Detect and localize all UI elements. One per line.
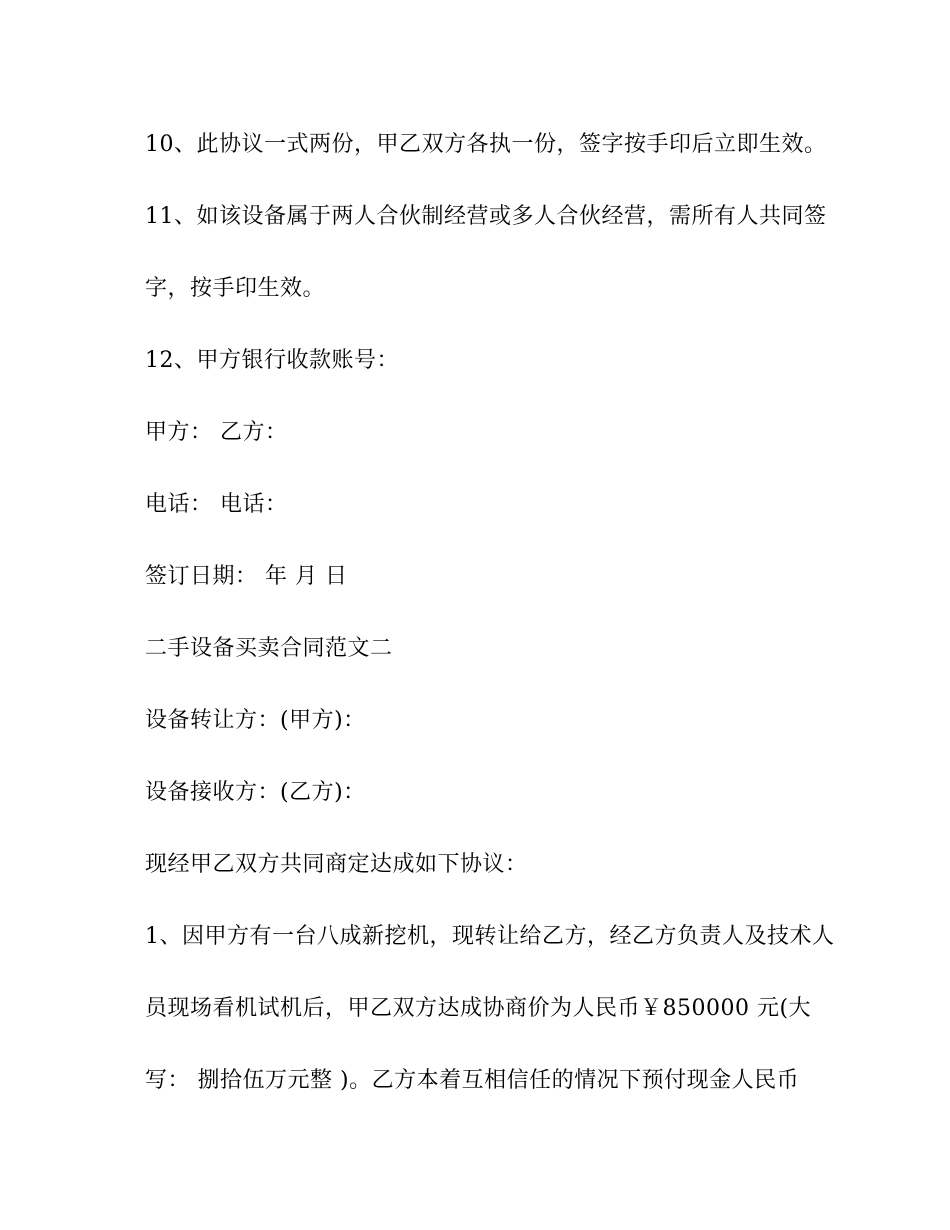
clause-12: 12、甲方银行收款账号：	[145, 348, 399, 373]
agreement-intro: 现经甲乙双方共同商定达成如下协议：	[145, 852, 528, 877]
section-title: 二手设备买卖合同范文二	[145, 636, 393, 661]
party-signature-line: 甲方： 乙方：	[145, 420, 288, 445]
clause-1-line-1: 1、因甲方有一台八成新挖机，现转让给乙方，经乙方负责人及技术人	[145, 924, 835, 949]
receiver-line: 设备接收方：(乙方)：	[145, 780, 366, 805]
clause-11-line-2: 字，按手印生效。	[145, 276, 326, 301]
phone-line: 电话： 电话：	[145, 492, 288, 517]
signing-date-line: 签订日期： 年 月 日	[145, 564, 348, 589]
clause-11-line-1: 11、如该设备属于两人合伙制经营或多人合伙经营，需所有人共同签	[145, 204, 827, 229]
transferor-line: 设备转让方：(甲方)：	[145, 708, 366, 733]
clause-1-line-3: 写： 捌拾伍万元整 )。乙方本着互相信任的情况下预付现金人民币	[145, 1068, 800, 1093]
clause-1-line-2: 员现场看机试机后，甲乙双方达成协商价为人民币￥850000 元(大	[145, 996, 812, 1021]
clause-10: 10、此协议一式两份，甲乙双方各执一份，签字按手印后立即生效。	[145, 132, 827, 157]
